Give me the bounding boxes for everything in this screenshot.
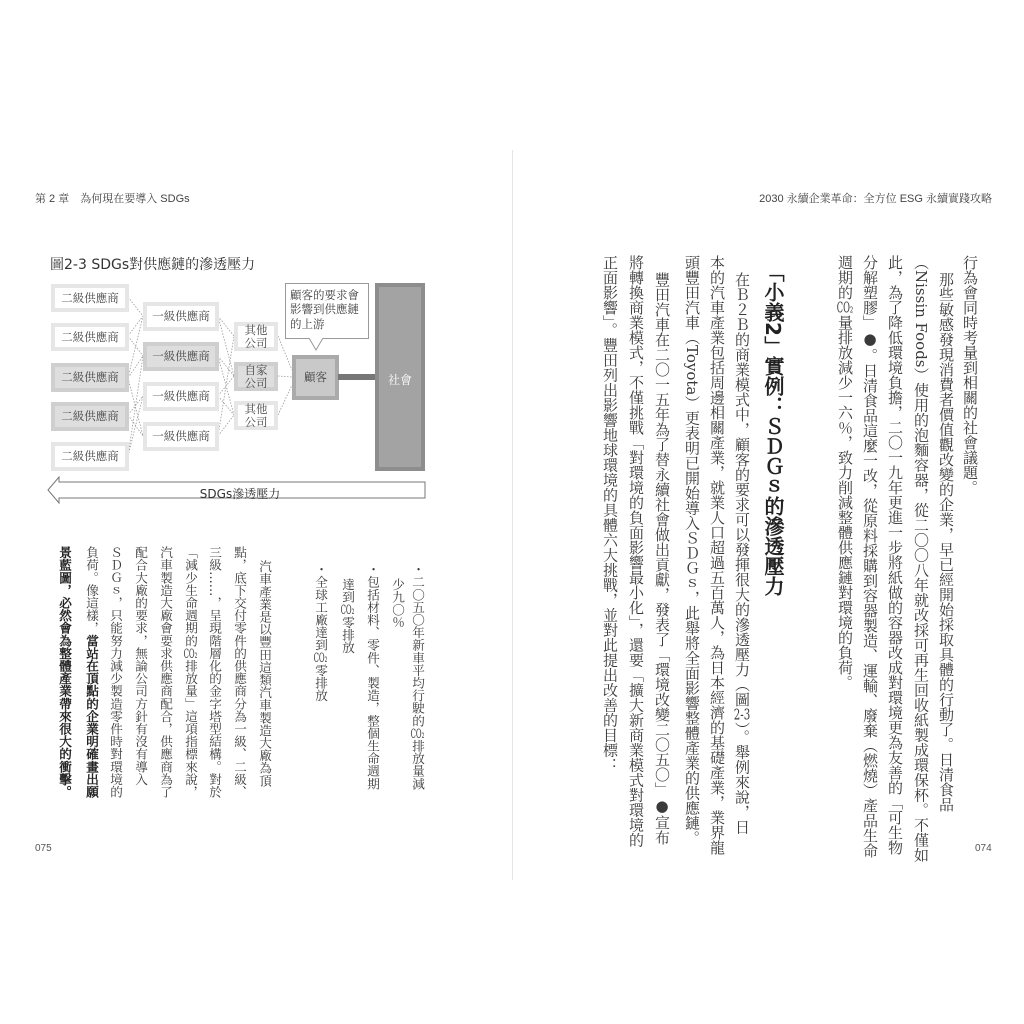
body-line: 那些敏感發現消費者價值觀改變的企業，早已經開始採取具體的行動了。日清食品 (937, 272, 955, 812)
body-line: 配合大廠的要求，無論公司方針有沒有導入 (133, 546, 148, 786)
second-tier-supplier: 二級供應商 (51, 442, 129, 471)
bullet-line: 達到CO₂零排放 (340, 578, 355, 654)
running-header-left: 第 2 章 為何現在要導入 SDGs (35, 193, 190, 205)
body-line: 豐田汽車在二〇一五年為了替永續社會做出貢獻，發表了「環境改變二〇五〇」●宣布 (653, 272, 671, 845)
body-line: ＳＤＧｓ，只能努力減少製造零件時對環境的 (108, 546, 123, 798)
body-line: （Nissin Foods）使用的泡麵容器，從二〇〇八年就改採可再生回收紙製成環保杯。不僅如 (912, 255, 930, 863)
society-label: 社會 (387, 373, 412, 387)
body-line: 頭豐田汽車（Toyota）更表明已開始導入ＳＤＧｓ，此舉將全面影響整體產業的供應鏈。 (683, 255, 701, 846)
other-company: 其他公司 (234, 401, 278, 430)
page-gutter (512, 150, 513, 880)
society-box (375, 283, 425, 471)
body-line: 分解塑膠」●。日清食品這麼一改，從原料採購到容器製造、運輸、廢棄（燃燒）產品生命 (861, 255, 879, 858)
body-line: 將轉換商業模式，不僅挑戰「對環境的負面影響最小化」，還要「擴大新商業模式對環境的 (627, 255, 645, 848)
bullet-line: ・全球工廠達到CO₂零排放 (313, 563, 328, 702)
callout-pointer (308, 338, 324, 352)
customer-box: 顧客 (292, 355, 339, 400)
running-header-right: 2030 永續企業革命：全方位 ESG 永續實踐攻略 (759, 193, 992, 205)
body-normal-text: 負荷。像這樣， (84, 546, 99, 635)
arrow-label: SDGs滲透壓力 (199, 487, 281, 501)
body-line: 汽車產業是以豐田這類汽車製造大廠為頂 (257, 560, 272, 787)
body-line: 行為會同時考量到相關的社會議題。 (961, 255, 979, 495)
page-number-right: 074 (975, 843, 992, 854)
customer-society-link (338, 374, 376, 380)
first-tier-supplier: 一級供應商 (143, 302, 219, 331)
body-line: 「減少生命週期的CO₂排放量」這項指標來說， (183, 546, 198, 799)
first-tier-supplier: 一級供應商 (143, 422, 219, 451)
figure-title: 圖2-3 SDGs對供應鏈的滲透壓力 (50, 257, 256, 273)
body-line: 在Ｂ２Ｂ的商業模式中，顧客的要求可以發揮很大的滲透壓力（圖2-3）。舉例來說，日 (733, 272, 751, 835)
body-line: 點，底下交付零件的供應商分為一級、二級、 (232, 546, 247, 798)
body-line: 三級……，呈現階層化的金字塔型結構。對於 (207, 546, 222, 798)
bullet-line: ・二〇五〇年新車平均行駛的CO₂排放量減 (410, 563, 425, 790)
first-tier-supplier: 一級供應商 (143, 382, 219, 411)
body-line-mixed (81, 546, 97, 798)
first-tier-supplier: 一級供應商 (143, 342, 219, 371)
second-tier-supplier: 二級供應商 (51, 363, 129, 392)
body-line: 本的汽車產業包括周邊相關產業，就業人口超過五百萬人，為日本經濟的基礎產業，業界龍 (708, 255, 726, 855)
body-line-bold: 景藍圖，必然會為整體產業帶來很大的衝擊。 (57, 546, 72, 798)
bullet-line: 少九〇％ (390, 578, 405, 629)
body-bold-text: 當站在頂點的企業明確畫出願 (84, 634, 99, 799)
page-number-left: 075 (35, 843, 52, 854)
bullet-line: ・包括材料、零件、製造，整個生命週期 (365, 563, 380, 790)
own-company: 自家公司 (234, 362, 278, 391)
second-tier-supplier: 二級供應商 (51, 284, 129, 312)
section-heading: 「小義2」實例：ＳＤＧｓ的滲透壓力 (761, 262, 785, 596)
second-tier-supplier: 二級供應商 (51, 323, 129, 351)
body-line: 正面影響」。豐田列出影響地球環境的具體六大挑戰，並對此提出改善的目標： (601, 255, 619, 773)
body-line: 週期的CO₂量排放減少一六％，致力削減整體供應鏈對環境的負荷。 (836, 255, 854, 690)
other-company: 其他公司 (234, 322, 278, 351)
body-line: 汽車製造大廠會要求供應商配合，供應商為了 (158, 546, 173, 798)
customer-callout: 顧客的要求會影響到供應鏈的上游 (285, 283, 369, 339)
body-line: 此，為了降低環境負擔，二〇一九年更進一步將紙做的容器改成對環境更為友善的「可生物 (886, 255, 904, 855)
second-tier-supplier: 二級供應商 (51, 402, 129, 431)
